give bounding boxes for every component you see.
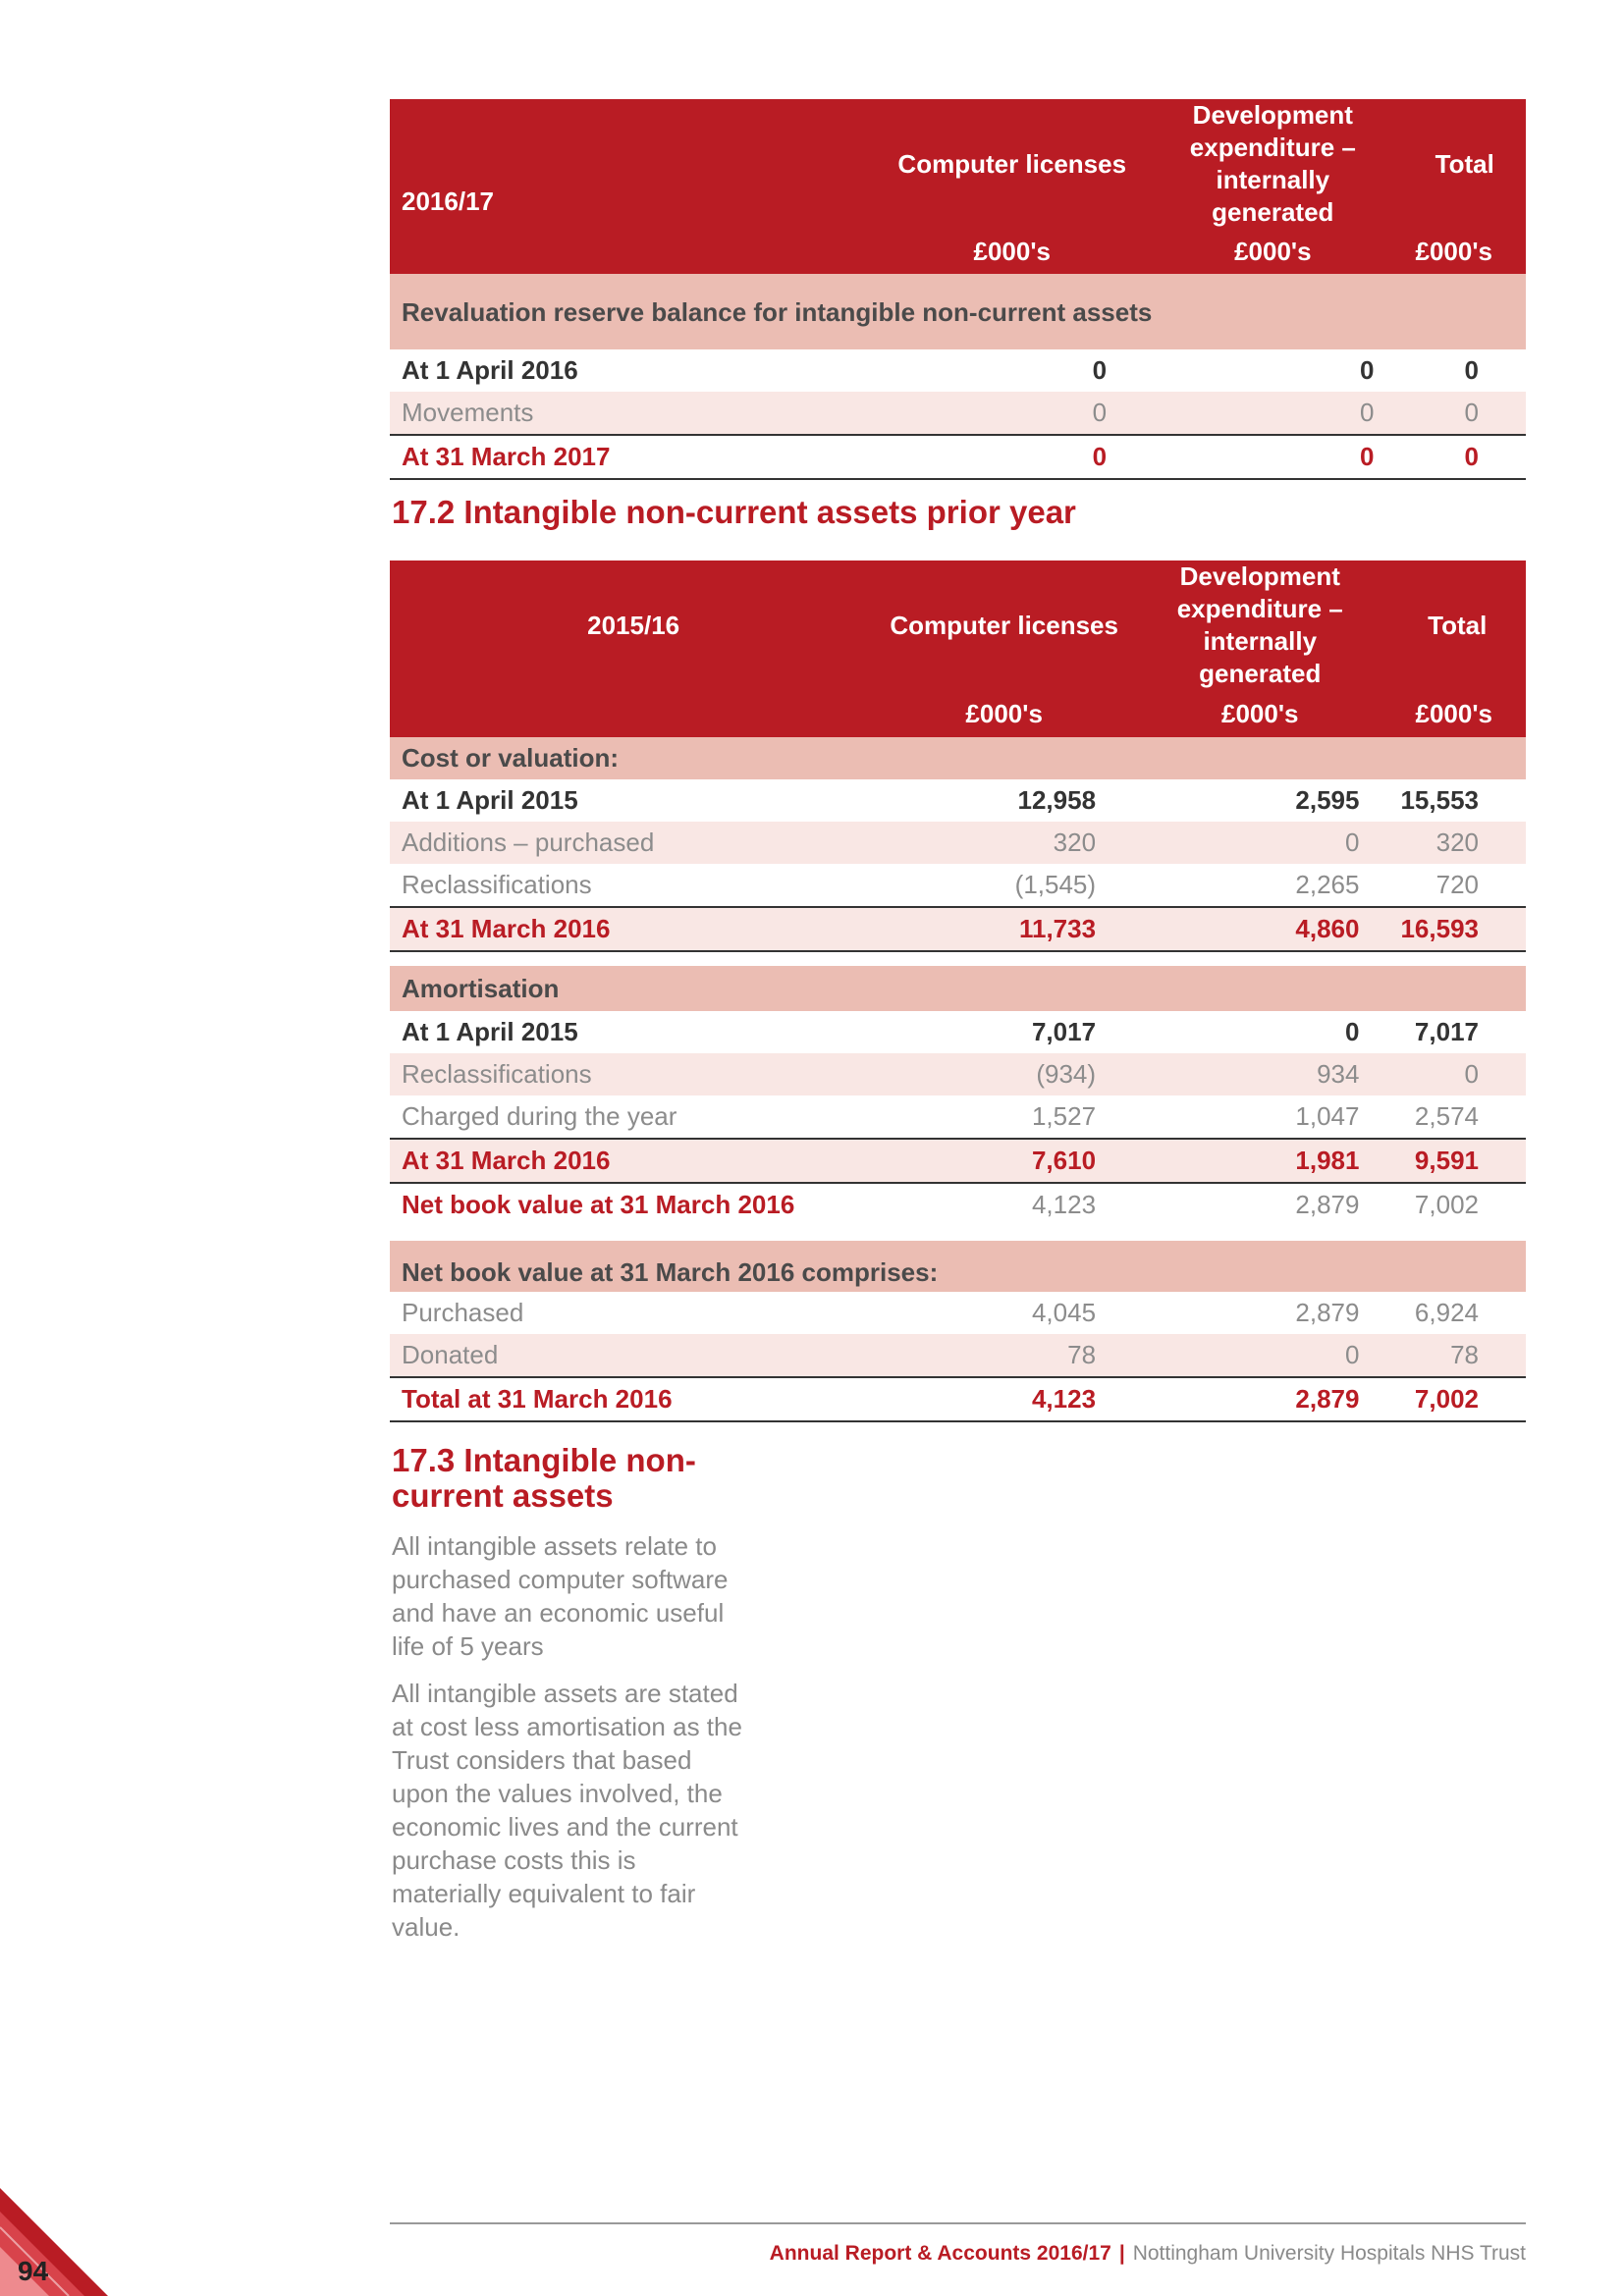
cell-value: 7,017: [1414, 1017, 1479, 1046]
table-header: [390, 561, 1526, 690]
table-row: [390, 1377, 1526, 1421]
row-label: Net book value at 31 March 2016: [402, 1190, 795, 1219]
footer-organisation: Nottingham University Hospitals NHS Trust: [1132, 2242, 1526, 2265]
cell-value: 2,879: [1131, 1377, 1388, 1421]
cell-value: 0: [1464, 355, 1479, 385]
cell-value: 934: [1317, 1059, 1360, 1089]
section-title: Cost or valuation:: [402, 743, 620, 773]
spacer: [390, 951, 1526, 966]
cell-value: 0: [1404, 435, 1526, 479]
unit-label: £000's: [973, 236, 1051, 266]
cell-value: 16,593: [1388, 907, 1526, 951]
cell-value: 0: [1092, 355, 1108, 385]
table-row: [390, 822, 1526, 864]
cell-value: 15,553: [1400, 785, 1479, 815]
intangible-assets-prior-year-table: [390, 561, 1526, 1422]
row-label: Purchased: [402, 1298, 524, 1327]
col-computer-licenses: Computer licenses: [890, 610, 1118, 640]
cell-value: 0: [1360, 398, 1375, 427]
cell-value: 1,047: [1295, 1101, 1360, 1131]
section-heading-17-2: 17.2 Intangible non-current assets prior year: [392, 494, 1076, 530]
unit-label: £000's: [1234, 236, 1312, 266]
row-label: Movements: [402, 398, 534, 427]
cell-value: (1,545): [1014, 870, 1097, 899]
row-label: At 31 March 2016: [390, 907, 877, 951]
cell-value: 78: [1450, 1340, 1479, 1369]
row-label: At 1 April 2016: [402, 355, 578, 385]
cell-value: 2,879: [1295, 1298, 1360, 1327]
spacer: [390, 1226, 1526, 1241]
row-label: At 31 March 2017: [390, 435, 882, 479]
row-label: Additions – purchased: [402, 828, 655, 857]
cell-value: 1,981: [1131, 1139, 1388, 1183]
revaluation-reserve-table: [390, 99, 1526, 480]
cell-value: 11,733: [877, 907, 1131, 951]
footer: [770, 2242, 1526, 2266]
cell-value: 720: [1435, 870, 1479, 899]
section-header: [390, 1241, 1526, 1292]
table-row: [390, 1011, 1526, 1053]
cell-value: (934): [1036, 1059, 1097, 1089]
year-header: 2015/16: [587, 610, 680, 640]
cell-value: 7,002: [1414, 1190, 1479, 1219]
row-label: Reclassifications: [402, 870, 592, 899]
paragraph-useful-life: All intangible assets relate to purchased computer software and have an economic useful life of 5 years: [392, 1531, 729, 1661]
cell-value: 4,123: [1031, 1190, 1097, 1219]
footer-separator: |: [1118, 2242, 1125, 2265]
row-label: Total at 31 March 2016: [390, 1377, 877, 1421]
row-label: At 1 April 2015: [402, 1017, 578, 1046]
table-row: [390, 1334, 1526, 1377]
cell-value: 0: [1464, 398, 1479, 427]
row-label: Reclassifications: [402, 1059, 592, 1089]
table-row: [390, 349, 1526, 392]
table-row: [390, 779, 1526, 822]
unit-row: [390, 690, 1526, 737]
cell-value: 78: [1067, 1340, 1097, 1369]
cell-value: 4,860: [1131, 907, 1388, 951]
cell-value: 0: [1345, 828, 1360, 857]
table-row: [390, 1292, 1526, 1334]
cell-value: 2,879: [1295, 1190, 1360, 1219]
cell-value: 7,017: [1031, 1017, 1097, 1046]
cell-value: 7,610: [877, 1139, 1131, 1183]
row-label: Charged during the year: [402, 1101, 677, 1131]
col-development-expenditure: Development expenditure – internally generated: [1189, 100, 1356, 227]
cell-value: 2,574: [1414, 1101, 1479, 1131]
section-heading-17-3: 17.3 Intangible non-current assets: [392, 1442, 696, 1514]
year-header: 2016/17: [402, 186, 494, 216]
cell-value: 7,002: [1388, 1377, 1526, 1421]
cell-value: 320: [1435, 828, 1479, 857]
paragraph-valuation: All intangible assets are stated at cost less amortisation as the Trust considers that based upon the values involved, the economic lives and the current purchase costs this is materially equivalent to fair value.: [392, 1679, 742, 1942]
table-row: [390, 435, 1526, 479]
section-title: Net book value at 31 March 2016 comprises:: [402, 1257, 939, 1287]
cell-value: 0: [1092, 398, 1108, 427]
col-total: Total: [1435, 148, 1494, 179]
cell-value: 0: [1142, 435, 1403, 479]
table-row: [390, 864, 1526, 907]
cell-value: 6,924: [1414, 1298, 1479, 1327]
unit-label: £000's: [965, 698, 1043, 728]
cell-value: 4,045: [1031, 1298, 1097, 1327]
row-label: Donated: [402, 1340, 499, 1369]
cell-value: 0: [1464, 1059, 1479, 1089]
page-number: 94: [18, 2256, 49, 2286]
cell-value: 0: [1360, 355, 1375, 385]
col-development-expenditure: Development expenditure – internally generated: [1176, 561, 1343, 688]
section-title: Amortisation: [402, 973, 560, 1003]
section-header: [390, 966, 1526, 1011]
cell-value: 2,595: [1295, 785, 1360, 815]
unit-label: £000's: [1415, 236, 1492, 266]
unit-label: £000's: [1415, 698, 1492, 728]
row-label: At 1 April 2015: [402, 785, 578, 815]
section-title: Revaluation reserve balance for intangible non-current assets: [402, 296, 1153, 327]
cell-value: 320: [1053, 828, 1097, 857]
table-row: [390, 1053, 1526, 1095]
cell-value: 0: [1345, 1340, 1360, 1369]
col-computer-licenses: Computer licenses: [897, 148, 1127, 179]
cell-value: 2,265: [1295, 870, 1360, 899]
table-row: [390, 1095, 1526, 1139]
section-header: [390, 737, 1526, 779]
cell-value: 9,591: [1388, 1139, 1526, 1183]
table-row: [390, 392, 1526, 435]
cell-value: 0: [882, 435, 1142, 479]
cell-value: 4,123: [877, 1377, 1131, 1421]
cell-value: 1,527: [1031, 1101, 1097, 1131]
table-row: [390, 1183, 1526, 1226]
col-total: Total: [1428, 610, 1488, 640]
table-header: [390, 99, 1526, 229]
table-row: [390, 907, 1526, 951]
cell-value: 12,958: [1017, 785, 1097, 815]
footer-report-title: Annual Report & Accounts 2016/17: [769, 2242, 1111, 2265]
row-label: At 31 March 2016: [390, 1139, 877, 1183]
footer-divider: [390, 2222, 1526, 2224]
unit-label: £000's: [1221, 698, 1299, 728]
section-header: [390, 274, 1526, 349]
corner-triangle-graphic: [0, 2188, 108, 2296]
table-row: [390, 1139, 1526, 1183]
cell-value: 0: [1345, 1017, 1360, 1046]
